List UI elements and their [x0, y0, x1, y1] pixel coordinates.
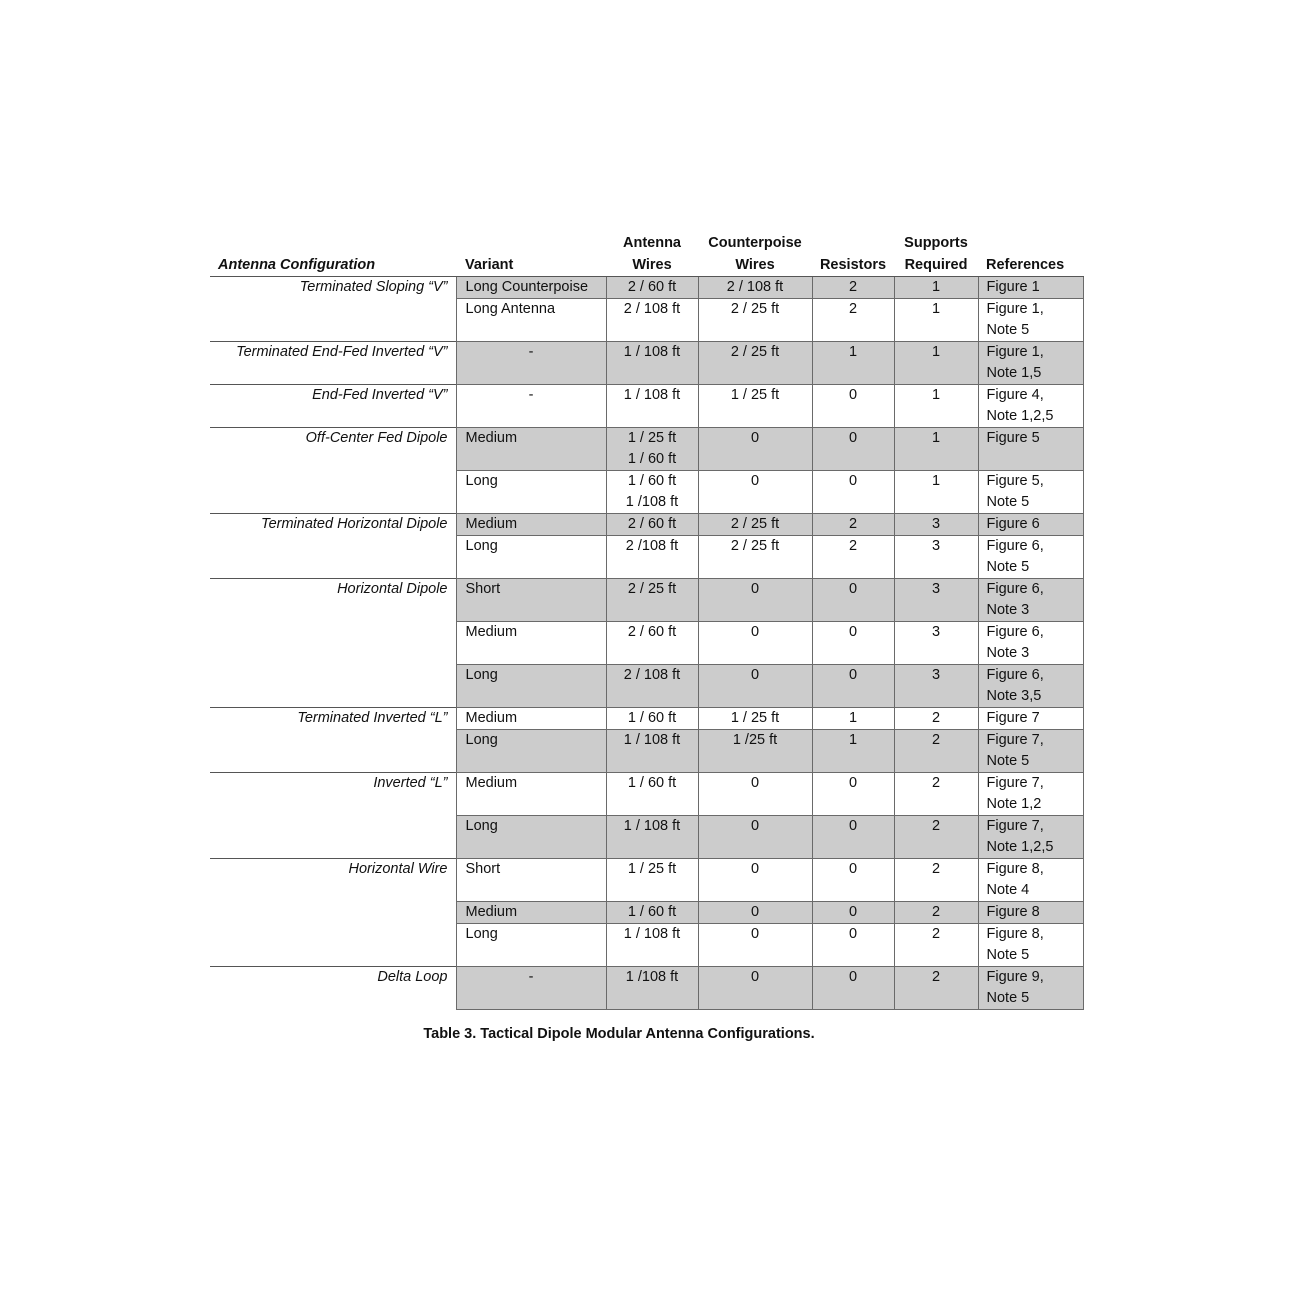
reference-line: Figure 9, — [986, 969, 1044, 985]
counterpoise-wires-cell: 0 — [698, 471, 812, 514]
counterpoise-wires-cell: 0 — [698, 902, 812, 924]
reference-line: Note 3,5 — [986, 688, 1042, 704]
references-cell — [978, 924, 1083, 967]
supports-required-cell: 2 — [894, 773, 978, 816]
resistors-cell: 1 — [812, 730, 894, 773]
supports-required-cell: 2 — [894, 816, 978, 859]
reference-line: Figure 7 — [986, 710, 1040, 726]
header-antenna-configuration: Antenna Configuration — [210, 230, 456, 277]
counterpoise-wires-cell: 0 — [698, 816, 812, 859]
table-body — [210, 277, 1083, 1010]
supports-required-cell: 1 — [894, 277, 978, 299]
antenna-config-table-wrapper — [210, 230, 1084, 1010]
variant-cell: Long — [456, 471, 606, 514]
antenna-config-table — [210, 230, 1084, 1010]
counterpoise-wires-cell: 2 / 25 ft — [698, 514, 812, 536]
header-supports-line1: Supports — [904, 235, 968, 251]
variant-cell: Long — [456, 924, 606, 967]
resistors-cell: 2 — [812, 277, 894, 299]
resistors-cell: 1 — [812, 708, 894, 730]
counterpoise-wires-cell: 1 / 25 ft — [698, 385, 812, 428]
references-cell — [978, 730, 1083, 773]
reference-line: Figure 6, — [986, 624, 1044, 640]
table-row — [210, 277, 1083, 299]
references-cell — [978, 536, 1083, 579]
references-cell — [978, 773, 1083, 816]
config-name-cell: Inverted “L” — [210, 773, 456, 859]
antenna-wires-line: 1 / 60 ft — [627, 710, 677, 726]
config-name-cell: Terminated Horizontal Dipole — [210, 514, 456, 579]
antenna-wires-cell — [606, 385, 698, 428]
resistors-cell: 0 — [812, 579, 894, 622]
antenna-wires-cell — [606, 859, 698, 902]
config-name-cell: Delta Loop — [210, 967, 456, 1010]
variant-cell: Medium — [456, 514, 606, 536]
table-header-row — [210, 230, 1083, 277]
antenna-wires-cell — [606, 730, 698, 773]
references-cell — [978, 665, 1083, 708]
antenna-wires-line: 1 / 108 ft — [623, 818, 681, 834]
supports-required-cell: 2 — [894, 859, 978, 902]
config-name-cell: Terminated End-Fed Inverted “V” — [210, 342, 456, 385]
variant-cell: Long — [456, 536, 606, 579]
reference-line: Figure 6 — [986, 516, 1040, 532]
references-cell — [978, 859, 1083, 902]
variant-cell: Medium — [456, 773, 606, 816]
variant-cell: Medium — [456, 622, 606, 665]
reference-line: Figure 6, — [986, 538, 1044, 554]
antenna-wires-line: 2 / 60 ft — [627, 624, 677, 640]
antenna-wires-cell — [606, 277, 698, 299]
antenna-wires-line: 1 / 108 ft — [623, 926, 681, 942]
antenna-wires-cell — [606, 579, 698, 622]
resistors-cell: 0 — [812, 924, 894, 967]
header-supports-required — [894, 230, 978, 277]
antenna-wires-cell — [606, 299, 698, 342]
references-cell — [978, 816, 1083, 859]
resistors-cell: 0 — [812, 622, 894, 665]
reference-line: Note 5 — [986, 494, 1030, 510]
antenna-wires-line: 1 / 108 ft — [623, 344, 681, 360]
resistors-cell: 0 — [812, 665, 894, 708]
variant-cell: Short — [456, 859, 606, 902]
header-counterpoise-wires-line1: Counterpoise — [708, 235, 802, 251]
counterpoise-wires-cell: 2 / 25 ft — [698, 536, 812, 579]
reference-line: Note 5 — [986, 947, 1030, 963]
header-references: References — [978, 230, 1083, 277]
antenna-wires-line: 1 / 25 ft — [627, 861, 677, 877]
resistors-cell: 0 — [812, 773, 894, 816]
antenna-wires-cell — [606, 967, 698, 1010]
header-antenna-wires-line1: Antenna — [623, 235, 681, 251]
variant-cell: Long Counterpoise — [456, 277, 606, 299]
supports-required-cell: 2 — [894, 730, 978, 773]
resistors-cell: 0 — [812, 902, 894, 924]
antenna-wires-line: 2 /108 ft — [625, 538, 679, 554]
header-variant: Variant — [456, 230, 606, 277]
table-row — [210, 514, 1083, 536]
supports-required-cell: 3 — [894, 622, 978, 665]
antenna-wires-cell — [606, 428, 698, 471]
antenna-wires-cell — [606, 816, 698, 859]
supports-required-cell: 1 — [894, 471, 978, 514]
reference-line: Note 5 — [986, 559, 1030, 575]
antenna-wires-cell — [606, 536, 698, 579]
reference-line: Note 1,2 — [986, 796, 1042, 812]
reference-line: Figure 6, — [986, 667, 1044, 683]
header-resistors: Resistors — [812, 230, 894, 277]
variant-cell: Long — [456, 730, 606, 773]
table-row — [210, 859, 1083, 902]
antenna-wires-line: 1 / 25 ft — [627, 430, 677, 446]
counterpoise-wires-cell: 2 / 108 ft — [698, 277, 812, 299]
header-counterpoise-wires — [698, 230, 812, 277]
reference-line: Figure 1, — [986, 301, 1044, 317]
header-counterpoise-wires-line2: Wires — [735, 257, 775, 273]
variant-cell: - — [456, 342, 606, 385]
table-row — [210, 579, 1083, 622]
resistors-cell: 0 — [812, 859, 894, 902]
table-row — [210, 773, 1083, 816]
header-antenna-wires-line2: Wires — [632, 257, 672, 273]
header-supports-line2: Required — [904, 257, 968, 273]
resistors-cell: 2 — [812, 514, 894, 536]
reference-line: Figure 7, — [986, 775, 1044, 791]
antenna-wires-cell — [606, 902, 698, 924]
variant-cell: - — [456, 385, 606, 428]
reference-line: Figure 5, — [986, 473, 1044, 489]
config-name-cell: End-Fed Inverted “V” — [210, 385, 456, 428]
reference-line: Figure 5 — [986, 430, 1040, 446]
reference-line: Note 4 — [986, 882, 1030, 898]
antenna-wires-line: 2 / 60 ft — [627, 516, 677, 532]
supports-required-cell: 2 — [894, 967, 978, 1010]
config-name-cell: Terminated Sloping “V” — [210, 277, 456, 342]
variant-cell: - — [456, 967, 606, 1010]
antenna-wires-cell — [606, 665, 698, 708]
table-row — [210, 967, 1083, 1010]
references-cell — [978, 471, 1083, 514]
reference-line: Figure 4, — [986, 387, 1044, 403]
variant-cell: Medium — [456, 708, 606, 730]
antenna-wires-line: 1 / 60 ft — [627, 775, 677, 791]
references-cell — [978, 385, 1083, 428]
counterpoise-wires-cell: 1 /25 ft — [698, 730, 812, 773]
variant-cell: Long — [456, 816, 606, 859]
supports-required-cell: 1 — [894, 385, 978, 428]
antenna-wires-line: 2 / 108 ft — [623, 301, 681, 317]
reference-line: Figure 8, — [986, 861, 1044, 877]
variant-cell: Medium — [456, 428, 606, 471]
references-cell — [978, 622, 1083, 665]
counterpoise-wires-cell: 0 — [698, 967, 812, 1010]
supports-required-cell: 3 — [894, 579, 978, 622]
reference-line: Figure 8 — [986, 904, 1040, 920]
references-cell — [978, 428, 1083, 471]
reference-line: Note 1,5 — [986, 365, 1042, 381]
antenna-wires-cell — [606, 514, 698, 536]
supports-required-cell: 1 — [894, 342, 978, 385]
variant-cell: Long — [456, 665, 606, 708]
references-cell — [978, 902, 1083, 924]
config-name-cell: Terminated Inverted “L” — [210, 708, 456, 773]
table-row — [210, 342, 1083, 385]
reference-line: Note 5 — [986, 753, 1030, 769]
references-cell — [978, 579, 1083, 622]
counterpoise-wires-cell: 1 / 25 ft — [698, 708, 812, 730]
reference-line: Figure 7, — [986, 818, 1044, 834]
references-cell — [978, 514, 1083, 536]
variant-cell: Medium — [456, 902, 606, 924]
resistors-cell: 0 — [812, 816, 894, 859]
table-row — [210, 708, 1083, 730]
supports-required-cell: 3 — [894, 665, 978, 708]
antenna-wires-cell — [606, 773, 698, 816]
antenna-wires-cell — [606, 342, 698, 385]
antenna-wires-line: 1 / 60 ft — [627, 473, 677, 489]
antenna-wires-line: 1 / 108 ft — [623, 387, 681, 403]
counterpoise-wires-cell: 0 — [698, 428, 812, 471]
antenna-wires-cell — [606, 924, 698, 967]
supports-required-cell: 3 — [894, 514, 978, 536]
antenna-wires-cell — [606, 471, 698, 514]
table-caption: Table 3. Tactical Dipole Modular Antenna Configurations. — [423, 1026, 815, 1042]
resistors-cell: 0 — [812, 428, 894, 471]
antenna-wires-line: 1 /108 ft — [625, 969, 679, 985]
config-name-cell: Horizontal Dipole — [210, 579, 456, 708]
reference-line: Note 1,2,5 — [986, 839, 1054, 855]
counterpoise-wires-cell: 0 — [698, 859, 812, 902]
reference-line: Figure 6, — [986, 581, 1044, 597]
references-cell — [978, 277, 1083, 299]
supports-required-cell: 2 — [894, 924, 978, 967]
counterpoise-wires-cell: 0 — [698, 579, 812, 622]
reference-line: Figure 8, — [986, 926, 1044, 942]
reference-line: Note 3 — [986, 645, 1030, 661]
supports-required-cell: 1 — [894, 299, 978, 342]
antenna-wires-line: 1 / 60 ft — [627, 451, 677, 467]
variant-cell: Short — [456, 579, 606, 622]
antenna-wires-line: 1 / 108 ft — [623, 732, 681, 748]
antenna-wires-cell — [606, 708, 698, 730]
antenna-wires-cell — [606, 622, 698, 665]
antenna-wires-line: 1 /108 ft — [625, 494, 679, 510]
resistors-cell: 2 — [812, 299, 894, 342]
reference-line: Figure 7, — [986, 732, 1044, 748]
counterpoise-wires-cell: 0 — [698, 665, 812, 708]
supports-required-cell: 1 — [894, 428, 978, 471]
reference-line: Note 3 — [986, 602, 1030, 618]
antenna-wires-line: 1 / 60 ft — [627, 904, 677, 920]
references-cell — [978, 967, 1083, 1010]
antenna-wires-line: 2 / 108 ft — [623, 667, 681, 683]
references-cell — [978, 708, 1083, 730]
antenna-wires-line: 2 / 25 ft — [627, 581, 677, 597]
references-cell — [978, 299, 1083, 342]
counterpoise-wires-cell: 0 — [698, 622, 812, 665]
counterpoise-wires-cell: 0 — [698, 924, 812, 967]
counterpoise-wires-cell: 2 / 25 ft — [698, 342, 812, 385]
resistors-cell: 1 — [812, 342, 894, 385]
counterpoise-wires-cell: 0 — [698, 773, 812, 816]
reference-line: Note 5 — [986, 322, 1030, 338]
resistors-cell: 0 — [812, 471, 894, 514]
supports-required-cell: 2 — [894, 902, 978, 924]
supports-required-cell: 2 — [894, 708, 978, 730]
reference-line: Figure 1 — [986, 279, 1040, 295]
antenna-wires-line: 2 / 60 ft — [627, 279, 677, 295]
config-name-cell: Horizontal Wire — [210, 859, 456, 967]
header-antenna-wires — [606, 230, 698, 277]
reference-line: Figure 1, — [986, 344, 1044, 360]
variant-cell: Long Antenna — [456, 299, 606, 342]
table-row — [210, 428, 1083, 471]
reference-line: Note 5 — [986, 990, 1030, 1006]
counterpoise-wires-cell: 2 / 25 ft — [698, 299, 812, 342]
resistors-cell: 0 — [812, 967, 894, 1010]
references-cell — [978, 342, 1083, 385]
supports-required-cell: 3 — [894, 536, 978, 579]
resistors-cell: 0 — [812, 385, 894, 428]
resistors-cell: 2 — [812, 536, 894, 579]
config-name-cell: Off-Center Fed Dipole — [210, 428, 456, 514]
reference-line: Note 1,2,5 — [986, 408, 1054, 424]
table-row — [210, 385, 1083, 428]
